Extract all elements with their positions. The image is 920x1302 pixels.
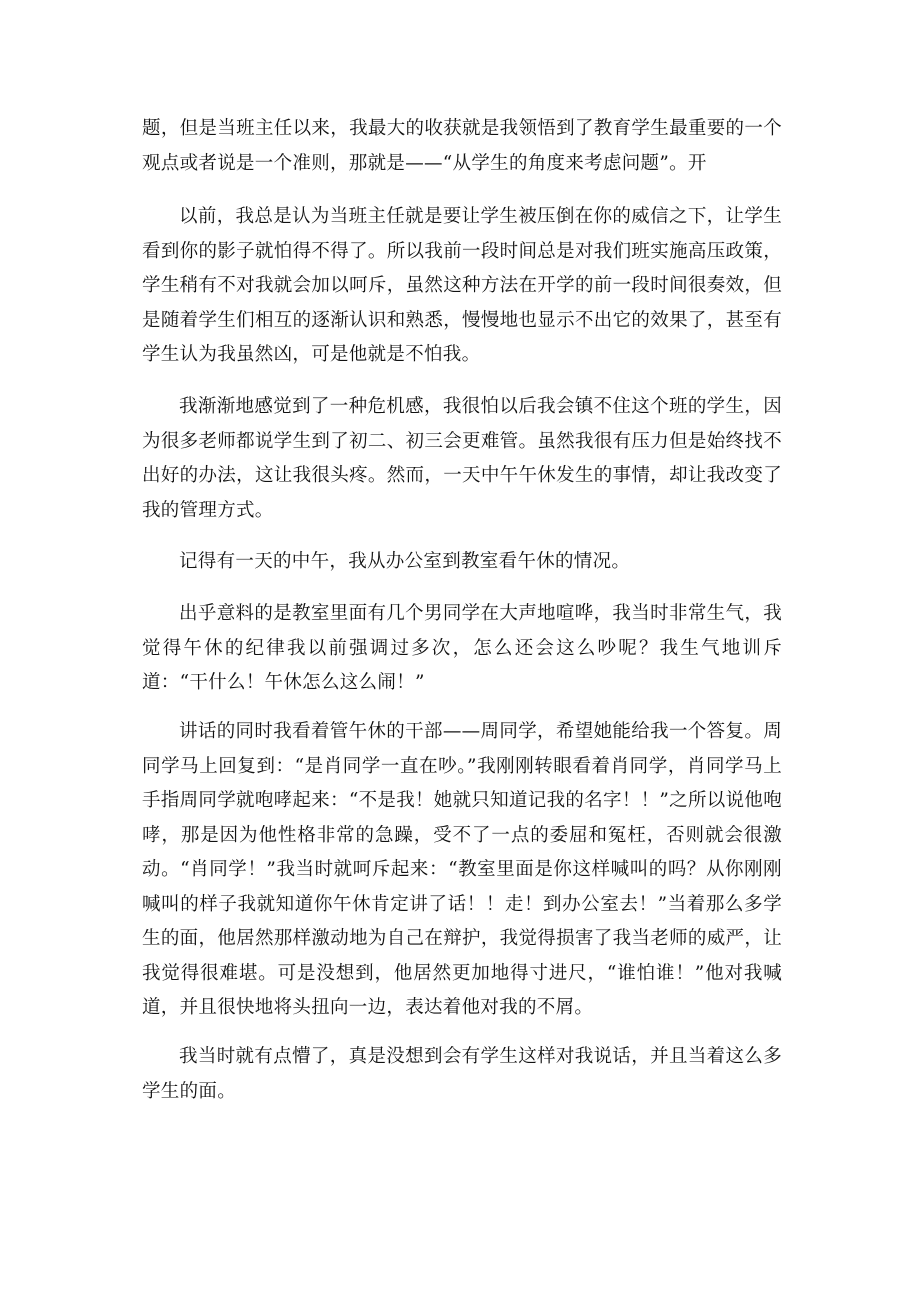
paragraph-5: 出乎意料的是教室里面有几个男同学在大声地喧哗，我当时非常生气，我觉得午休的纪律我以前强调过多次，怎么还会这么吵呢？我生气地训斥道：“干什么！午休怎么这么闹！” <box>142 603 782 693</box>
paragraph-1: 题，但是当班主任以来，我最大的收获就是我领悟到了教育学生最重要的一个观点或者说是一个准则，那就是——“从学生的角度来考虑问题”。开 <box>142 118 782 174</box>
paragraph-4: 记得有一天的中午，我从办公室到教室看午休的情况。 <box>179 551 631 572</box>
paragraph-7: 我当时就有点懵了，真是没想到会有学生这样对我说话，并且当着这么多学生的面。 <box>142 1046 782 1102</box>
paragraph-2: 以前，我总是认为当班主任就是要让学生被压倒在你的威信之下，让学生看到你的影子就怕得不得了。所以我前一段时间总是对我们班实施高压政策，学生稍有不对我就会加以呵斥，虽然这种方法在开学的前一段时间很奏效，但是随着学生们相互的逐渐认识和熟悉，慢慢地也显示不出它的效果了，甚至有学生认为我虽然凶，可是他就是不怕我。 <box>142 206 782 365</box>
paragraph-3: 我渐渐地感觉到了一种危机感，我很怕以后我会镇不住这个班的学生，因为很多老师都说学生到了初二、初三会更难管。虽然我很有压力但是始终找不出好的办法，这让我很头疼。然而，一天中午午休发生的事情，却让我改变了我的管理方式。 <box>142 396 782 521</box>
paragraph-6: 讲话的同时我看着管午休的干部——周同学，希望她能给我一个答复。周同学马上回复到：“是肖同学一直在吵。”我刚刚转眼看着肖同学，肖同学马上手指周同学就咆哮起来：“不是我！她就只知道记我的名字！！”之所以说他咆哮，那是因为他性格非常的急躁，受不了一点的委屈和冤枉，否则就会很激动。“肖同学！”我当时就呵斥起来：“教室里面是你这样喊叫的吗？从你刚刚喊叫的样子我就知道你午休肯定讲了话！！走！到办公室去！”当着那么多学生的面，他居然那样激动地为自己在辩护，我觉得损害了我当老师的威严，让我觉得很难堪。可是没想到，他居然更加地得寸进尺，“谁怕谁！”他对我喊道，并且很快地将头扭向一边，表达着他对我的不屑。 <box>142 721 782 1018</box>
